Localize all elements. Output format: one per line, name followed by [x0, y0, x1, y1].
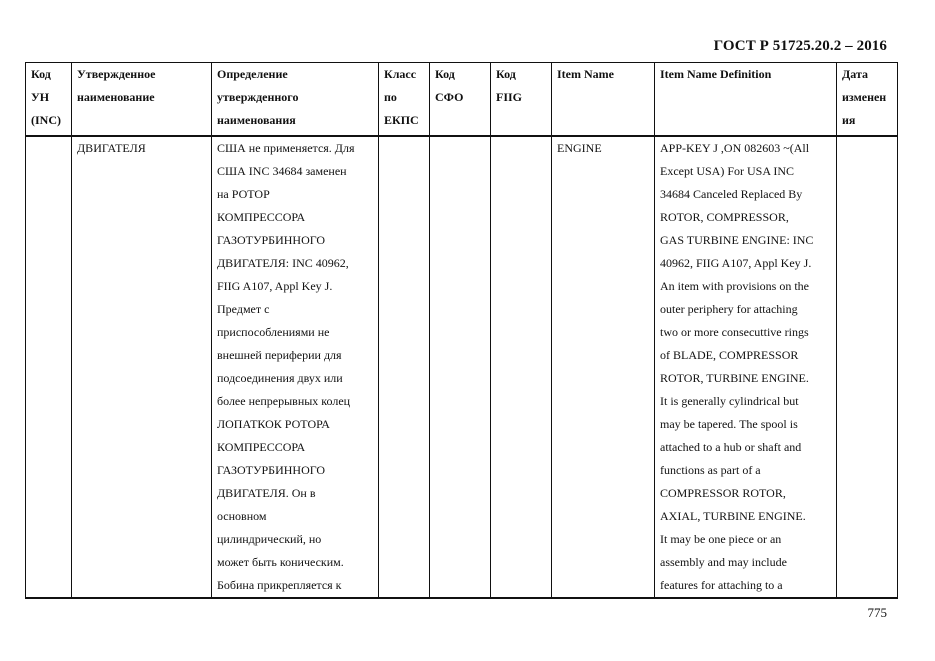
document-header: ГОСТ Р 51725.20.2 – 2016 — [713, 38, 887, 54]
definitions-table — [25, 62, 898, 599]
col-header-change-date: Дата изменен ия — [837, 63, 898, 137]
cell-fiig-code — [491, 136, 552, 598]
cell-change-date — [837, 136, 898, 598]
cell-approved-name: ДВИГАТЕЛЯ — [72, 136, 212, 598]
cell-ekps-class — [379, 136, 430, 598]
col-header-item-name-definition: Item Name Definition — [655, 63, 837, 137]
col-header-inc: Код УН (INC) — [26, 63, 72, 137]
cell-definition-ru: США не применяется. Для США INC 34684 заменен на РОТОР КОМПРЕССОРА ГАЗОТУРБИННОГО ДВИГАТЕЛЯ: INC 40962, FIIG A107, Appl Key J. Предмет с приспособлениями не внешней периферии для подсоединения двух или более непрерывных колец ЛОПАТКОК РОТОРА КОМПРЕССОРА ГАЗОТУРБИННОГО ДВИГАТЕЛЯ. Он в основном цилиндрический, но может быть коническим. Бобина прикрепляется к — [212, 136, 379, 598]
cell-item-name: ENGINE — [552, 136, 655, 598]
page-number: 775 — [867, 605, 887, 620]
col-header-sfo-code: Код СФО — [430, 63, 491, 137]
cell-inc — [26, 136, 72, 598]
cell-item-name-definition: APP-KEY J ,ON 082603 ~(All Except USA) For USA INC 34684 Canceled Replaced By ROTOR, COMPRESSOR, GAS TURBINE ENGINE: INC 40962, FIIG A107, Appl Key J. An item with provisions on the outer periphery for attaching two or more consecuttive rings of BLADE, COMPRESSOR ROTOR, TURBINE ENGINE. It is generally cylindrical but may be tapered. The spool is attached to a hub or shaft and functions as part of a COMPRESSOR ROTOR, AXIAL, TURBINE ENGINE. It may be one piece or an assembly and may include features for attaching to a — [655, 136, 837, 598]
col-header-definition-ru: Определение утвержденного наименования — [212, 63, 379, 137]
cell-sfo-code — [430, 136, 491, 598]
table-row — [26, 136, 898, 598]
col-header-ekps-class: Класс по ЕКПС — [379, 63, 430, 137]
col-header-approved-name: Утвержденное наименование — [72, 63, 212, 137]
col-header-fiig-code: Код FIIG — [491, 63, 552, 137]
table-header-row — [26, 63, 898, 137]
col-header-item-name: Item Name — [552, 63, 655, 137]
